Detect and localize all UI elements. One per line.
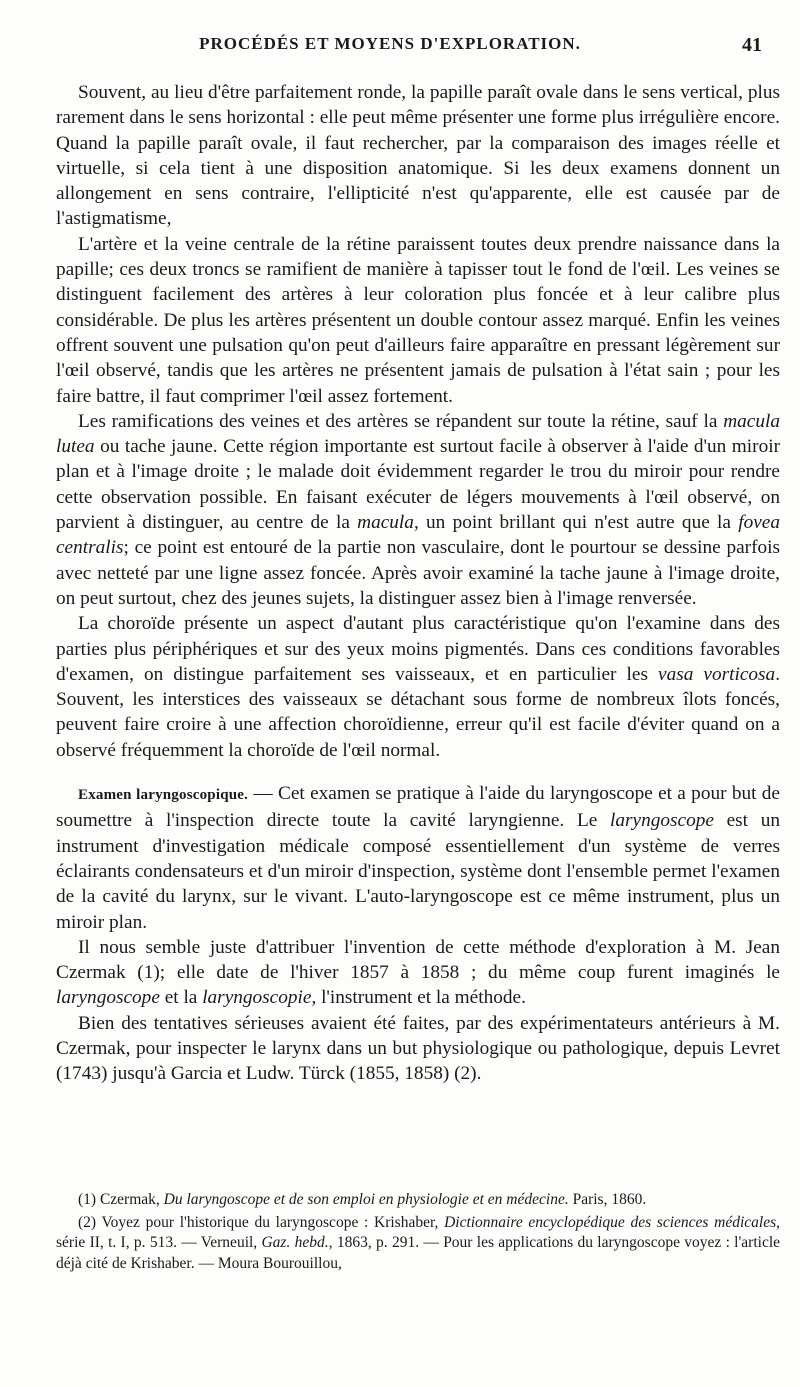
footnote-title: Du laryngoscope et de son emploi en physiologie et en médecine. bbox=[163, 1191, 569, 1208]
text-segment: , 1863, p. 291. — Pour les applications du laryngoscope voyez : l'article déjà cité de Krishaber. — Moura Bourouillou, bbox=[56, 1234, 781, 1272]
term-fovea-centralis: fovea centralis bbox=[56, 512, 780, 559]
term-vasa-vorticosa: vasa vorticosa bbox=[658, 663, 776, 685]
term-macula: macula bbox=[357, 512, 414, 534]
text-segment: ; ce point est entouré de la partie non vasculaire, dont le pourtour se dessine parfois avec netteté par une ligne assez foncée. Après avoir examiné la tache jaune à l'image droite, on peut surtout, chez des jeunes sujets, la distinguer assez bien à l'image renversée. bbox=[56, 537, 780, 609]
paragraph-macula bbox=[56, 409, 780, 611]
term-macula-lutea: macula lutea bbox=[56, 410, 780, 458]
text-segment: (1) Czermak, bbox=[78, 1191, 164, 1208]
text-segment: . Souvent, les interstices des vaisseaux se détachant sous forme de nombreux îlots foncés, peuvent faire croire à une affection choroïdienne, erreur qu'il est facile d'éviter quand on a observé fréquemment la choroïde de l'œil normal. bbox=[56, 663, 781, 761]
text-segment: ou tache jaune. Cette région importante est surtout facile à observer à l'aide d'un miroir plan et à l'image droite ; le malade doit évidemment regarder le trou du miroir pour rendre cette observation possible. En faisant exécuter de légers mouvements à l'œil observé, on parvient à distinguer, au centre de la bbox=[56, 436, 780, 534]
paragraph-history: Bien des tentatives sérieuses avaient été faites, par des expérimentateurs antérieurs à M. Czermak, pour inspecter le larynx dans un but physiologique ou pathologique, depuis Levret (1743) jusqu'à Garcia et Ludw. Türck (1855, 1858) (2). bbox=[56, 1012, 780, 1085]
text-segment: (2) Voyez pour l'historique du laryngoscope : Krishaber, bbox=[78, 1213, 445, 1231]
running-head bbox=[0, 34, 800, 60]
text-segment: et la bbox=[159, 987, 203, 1009]
footnote-1 bbox=[56, 1190, 780, 1211]
footnote-title: Dictionnaire encyclopédique des sciences médicales bbox=[444, 1213, 777, 1231]
footnote-title: Gaz. hebd. bbox=[261, 1234, 329, 1251]
text-segment: , un point brillant qui n'est autre que la bbox=[413, 512, 739, 534]
running-title: PROCÉDÉS ET MOYENS D'EXPLORATION. bbox=[199, 34, 581, 53]
section-lead-in: Examen laryngoscopique. bbox=[78, 787, 249, 804]
text-segment: est un instrument d'investigation médicale composé essentiellement d'un système de verres éclairants condensateurs et d'un miroir d'inspection, système dont l'ensemble permet l'examen de la cavité du larynx, sur le vivant. L'auto-laryngoscope est ce même instrument, plus un miroir plan. bbox=[56, 810, 781, 933]
paragraph-choroid bbox=[56, 611, 780, 763]
paragraph-papilla: Souvent, au lieu d'être parfaitement ronde, la papille paraît ovale dans le sens vertical, plus rarement dans le sens horizontal : elle peut même présenter une forme plus irrégulière encore. Quand la papille paraît ovale, il faut rechercher, par la comparaison des images réelle et virtuelle, si cela tient à une disposition anatomique. Si les deux examens donnent un allongement en sens contraire, l'ellipticité n'est qu'apparente, elle est causée par de l'astigmatisme, bbox=[56, 82, 780, 230]
text-segment: , série II, t. I, p. 513. — Verneuil, bbox=[56, 1213, 780, 1251]
footnotes bbox=[56, 1190, 780, 1276]
paragraph-retinal-vessels: L'artère et la veine centrale de la rétine paraissent toutes deux prendre naissance dans la papille; ces deux troncs se ramifient de manière à tapisser tout le fond de l'œil. Les veines se distinguent facilement des artères à leur coloration plus foncée et à leur calibre plus considérable. De plus les artères présentent un double contour assez marqué. Enfin les veines offrent souvent une pulsation qu'on peut d'ailleurs faire apparaître en pressant légèrement sur l'œil observé, tandis que les artères ne présentent jamais de pulsation à l'état sain ; pour les faire battre, il faut comprimer l'œil assez fortement. bbox=[56, 233, 780, 407]
text-segment: — Cet examen se pratique à l'aide du laryngoscope et a pour but de soumettre à l'inspection directe toute la cavité laryngienne. Le bbox=[56, 783, 780, 832]
term-laryngoscope: laryngoscope bbox=[610, 810, 714, 832]
body-text bbox=[56, 80, 780, 1087]
paragraph-laryngoscopic-exam bbox=[56, 781, 780, 935]
footnote-2 bbox=[56, 1213, 780, 1275]
paragraph-czermak bbox=[56, 935, 780, 1011]
page-number: 41 bbox=[742, 34, 762, 56]
text-segment: Paris, 1860. bbox=[568, 1191, 647, 1208]
text-segment: Il nous semble juste d'attribuer l'invention de cette méthode d'exploration à M. Jean Czermak (1); elle date de l'hiver 1857 à 1858 ; du même coup furent imaginés le bbox=[56, 936, 780, 984]
text-segment: , l'instrument et la méthode. bbox=[311, 987, 526, 1009]
term-laryngoscope: laryngoscope bbox=[56, 987, 160, 1009]
term-laryngoscopie: laryngoscopie bbox=[202, 987, 312, 1009]
text-segment: Les ramifications des veines et des artères se répandent sur toute la rétine, sauf la bbox=[78, 410, 724, 432]
text-segment: La choroïde présente un aspect d'autant plus caractéristique qu'on l'examine dans des parties plus périphériques et sur des yeux moins pigmentés. Dans ces conditions favorables d'examen, on distingue parfaitement ses vaisseaux, et en particulier les bbox=[56, 613, 780, 685]
